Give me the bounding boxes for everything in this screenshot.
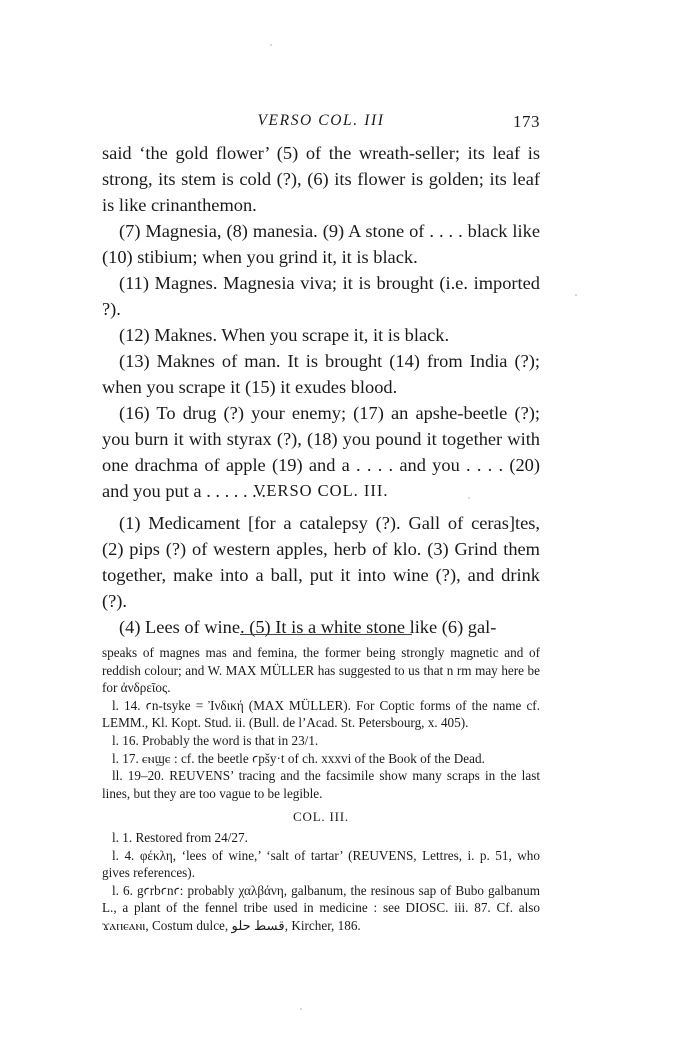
paragraph: (11) Magnes. Magnesia viva; it is brought (i.e. imported ?). [102,273,540,319]
paragraph: (4) Lees of wine. (5) It is a white stone like (6) gal- [119,617,497,637]
paragraph: (12) Maknes. When you scrape it, it is black. [119,325,450,345]
column-translation-text [102,510,540,640]
margin-speck [575,294,577,296]
footnote: ll. 19–20. REUVENS’ tracing and the facsimile show many scraps in the last lines, but they are too vague to be legible. [102,768,540,801]
footnote: speaks of magnes mas and femina, the former being strongly magnetic and of reddish colour; and W. MAX MÜLLER has suggested to us that n rm may here be for ἀνδρεῖος. [102,645,540,696]
footnote: l. 1. Restored from 24/27. [112,829,248,845]
footnote: l. 17. ⲉⲛϣⲉ : cf. the beetle ꜥpšy·t of ch. xxxvi of the Book of the Dead. [112,750,485,766]
paragraph: (7) Magnesia, (8) manesia. (9) A stone of . . . . black like (10) stibium; when you grind it, it is black. [102,221,540,267]
main-translation-text [102,140,540,504]
footnote-divider [240,634,412,635]
footnotes [102,644,540,935]
margin-speck [270,44,272,46]
paragraph: (13) Maknes of man. It is brought (14) from India (?); when you scrape it (15) it exudes blood. [102,351,540,397]
section-heading: VERSO COL. III. [253,481,389,500]
paragraph: (1) Medicament [for a catalepsy (?). Gall of ceras]tes, (2) pips (?) of western apples, herb of klo. (3) Grind them together, make into a ball, put it into wine (?), and drink (?). [102,513,540,611]
footnote: l. 6. gꜥrbꜥnꜥ: probably χαλβάνη, galbanum, the resinous sap of Bubo galbanum L., a plant of the fennel tribe used in medicine : see DIOSC. iii. 87. Cf. also ϫⲁⲡⲉⲁⲛⲓ, Costum dulce, قسط حلو, Kircher, 186. [102,882,540,933]
paragraph: (16) To drug (?) your enemy; (17) an apshe-beetle (?); you burn it with styrax (?), (18) you pound it together with one drachma of apple (19) and a . . . . and you . . . . (20) and you put a . . . . . . . [102,403,540,501]
footnote: l. 14. ꜥn-tsyke = Ἰνδική (MAX MÜLLER). For Coptic forms of the name cf. LEMM., Kl. Kopt. Stud. ii. (Bull. de l’Acad. St. Petersbourg, x. 405). [102,697,540,731]
paragraph: said ‘the gold flower’ (5) of the wreath-seller; its leaf is strong, its stem is cold (?), (6) its flower is golden; its leaf is like crinanthemon. [102,143,540,215]
footnote: l. 16. Probably the word is that in 23/1. [112,732,319,748]
footnote: l. 4. φέκλη, ‘lees of wine,’ ‘salt of tartar’ (REUVENS, Lettres, i. p. 51, who gives references). [102,847,540,881]
running-head-title: VERSO COL. III [257,112,385,129]
margin-speck [300,1008,302,1010]
running-head [102,112,540,134]
page-number: 173 [513,112,540,131]
footnote-column-heading: COL. III. [293,809,349,825]
